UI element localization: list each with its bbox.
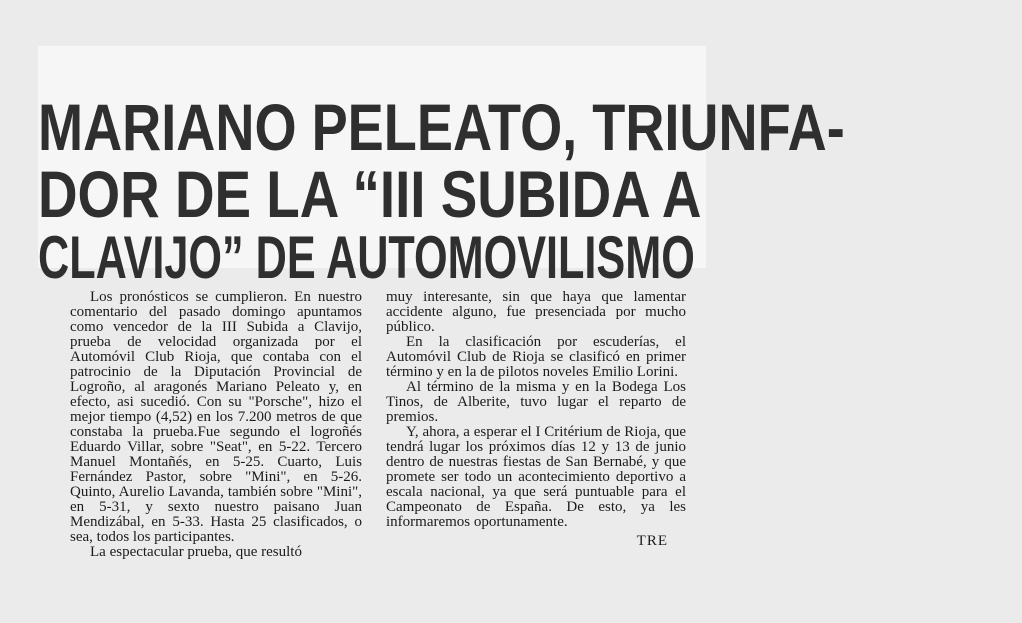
headline-block [38,46,845,291]
headline-line-1 [38,90,845,164]
headline-text-3: CLAVIJO” DE AUTOMOVILISMO [38,224,695,291]
paragraph: Al término de la misma y en la Bodega Los Tinos, de Alberite, tuvo lugar el reparto de premios. [386,379,686,425]
paragraph: Los pronósticos se cumplieron. En nuestro comentario del pasado domingo apuntamos como vencedor de la III Subida a Clavijo, prueba de velocidad organizada por el Automóvil Club Rioja, que contaba con el patrocinio de la Diputación Provincial de Logroño, al aragonés Mariano Peleato y, en efecto, asi sucedió. Con su "Porsche", hizo el mejor tiempo (4,52) en los 7.200 metros de que constaba la prueba.Fue segundo el logroñés Eduardo Villar, sobre "Seat", en 5-22. Tercero Manuel Montañés, en 5-25. Cuarto, Luis Fernández Pastor, sobre "Mini", en 5-26. Quinto, Aurelio Lavanda, también sobre "Mini", en 5-31, y sexto nuestro paisano Juan Mendizábal, en 5-33. Hasta 25 clasificados, o sea, todos los participantes. [70,289,362,545]
headline-line-3 [38,224,706,291]
paragraph: Y, ahora, a esperar el I Critérium de Rioja, que tendrá lugar los próximos días 12 y 13 de junio dentro de nuestras fiestas de San Bernabé, y que promete ser todo un acontecimiento deportivo a escala nacional, ya que será puntuable para el Campeonato de España. De esto, ya les informaremos oportunamente. [386,424,686,530]
headline-text-1: MARIANO PELEATO, TRIUNFA- [38,90,845,164]
headline-text-2: DOR DE LA “III SUBIDA A [38,157,702,231]
article-left-column [70,290,362,560]
author-signature: TRE [636,533,668,549]
paragraph: La espectacular prueba, que resultó [90,544,302,560]
paragraph: muy interesante, sin que haya que lamentar accidente alguno, fue presenciada por mucho público. [386,289,686,335]
article-right-column [386,290,686,549]
article-body [70,290,690,600]
headline-line-2 [38,157,706,231]
paragraph: En la clasificación por escuderías, el Automóvil Club de Rioja se clasificó en primer término y en la de pilotos noveles Emilio Lorini. [386,334,686,380]
